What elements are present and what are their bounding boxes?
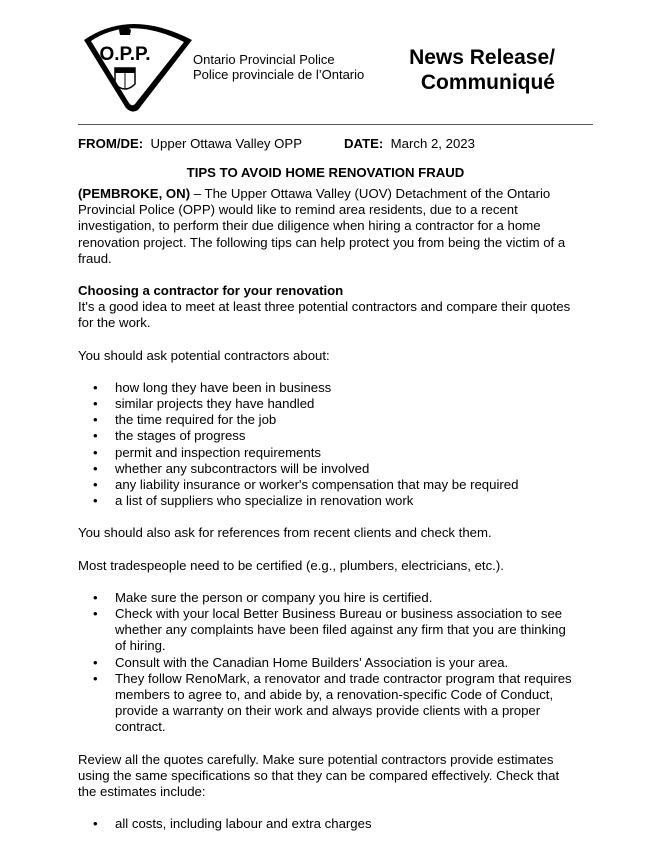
certification-list xyxy=(78,590,578,736)
release-body xyxy=(78,186,578,841)
org-name-en: Ontario Provincial Police xyxy=(193,52,335,67)
opp-logo xyxy=(80,14,198,114)
paragraph: It's a good idea to meet at least three potential contractors and compare their quotes for the work. xyxy=(78,299,571,331)
section-heading: Choosing a contractor for your renovation xyxy=(78,283,344,299)
date-label: DATE: xyxy=(344,136,384,151)
dateline: (PEMBROKE, ON) xyxy=(78,186,191,201)
estimates-list xyxy=(78,816,578,832)
svg-text:O.P.P.: O.P.P. xyxy=(99,44,151,65)
date-field xyxy=(344,136,475,152)
list-item: • all costs, including labour and extra charges xyxy=(115,816,578,832)
list-item: • any liability insurance or worker's compensation that may be required xyxy=(115,477,578,493)
list-item: • the time required for the job xyxy=(115,412,578,428)
list-item: • Make sure the person or company you hire is certified. xyxy=(115,590,578,606)
list-item: • They follow RenoMark, a renovator and trade contractor program that requires members to agree to, and abide by, a renovation-specific Code of Conduct, provide a warranty on their work and always provide clients with a proper contract. xyxy=(115,671,578,736)
date-value: March 2, 2023 xyxy=(390,136,475,151)
paragraph: You should also ask for references from recent clients and check them. xyxy=(78,525,492,541)
release-line-2: Communiqué xyxy=(420,71,555,94)
list-item: • permit and inspection requirements xyxy=(115,445,578,461)
paragraph: Most tradespeople need to be certified (e.g., plumbers, electricians, etc.). xyxy=(78,557,504,573)
from-field xyxy=(78,136,302,152)
list-item: • Check with your local Better Business Bureau or business association to see whether any complaints have been filed against any firm that you are thinking of hiring. xyxy=(115,606,578,655)
list-item: • Consult with the Canadian Home Builders' Association is your area. xyxy=(115,655,578,671)
divider xyxy=(78,124,593,125)
from-value: Upper Ottawa Valley OPP xyxy=(150,136,303,151)
list-item: • whether any subcontractors will be involved xyxy=(115,461,578,477)
list-item: • the stages of progress xyxy=(115,428,578,444)
intro-text: – The Upper Ottawa Valley (UOV) Detachment of the Ontario Provincial Police (OPP) would like to remind area residents, due to a recent investigation, to perform their due diligence when hiring a contractor for a home renovation project. The following tips can help protect you from being the victim of a fraud. xyxy=(78,186,566,266)
questions-list xyxy=(78,380,578,510)
list-item: • how long they have been in business xyxy=(115,380,578,396)
org-name-fr: Police provinciale de l’Ontario xyxy=(193,67,365,82)
list-item: • a list of suppliers who specialize in renovation work xyxy=(115,493,578,509)
news-release-heading xyxy=(405,45,555,95)
paragraph: You should ask potential contractors about: xyxy=(78,347,330,363)
paragraph: Review all the quotes carefully. Make sure potential contractors provide estimates using the same specifications so that they can be compared effectively. Check that the estimates include: xyxy=(78,751,560,800)
list-item: • similar projects they have handled xyxy=(115,396,578,412)
release-line-1: News Release/ xyxy=(409,46,555,69)
intro-paragraph xyxy=(78,186,578,267)
release-title: TIPS TO AVOID HOME RENOVATION FRAUD xyxy=(186,165,465,180)
from-label: FROM/DE: xyxy=(78,136,144,151)
